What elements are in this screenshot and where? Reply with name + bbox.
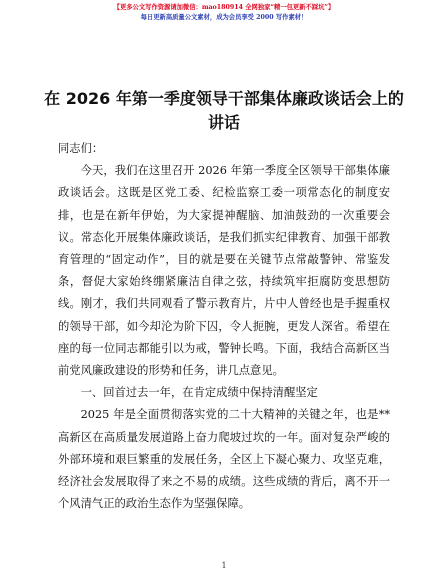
section-heading: 一、回首过去一年，在肯定成绩中保持清醒坚定 — [80, 386, 318, 400]
document-title: 在 2026 年第一季度领导干部集体廉政谈话会上的讲话 — [44, 89, 404, 132]
document-body — [58, 138, 390, 515]
paragraph: 2025 年是全面贯彻落实党的二十大精神的关键之年，也是**高新区在高质量发展道路上奋力爬坡过坎的一年。面对复杂严峻的外部环境和艰巨繁重的发展任务，全区上下凝心聚力、攻坚克难，经济社会发展取得了来之不易的成绩。这些成绩的背后，离不开一个风清气正的政治生态作为坚强保障。 — [58, 408, 390, 511]
header-banner — [0, 3, 448, 23]
page-number: 1 — [221, 561, 227, 570]
paragraph: 今天，我们在这里召开 2026 年第一季度全区领导干部集体廉政谈话会。这既是区党工委、纪检监察工委一项常态化的制度安排，也是在新年伊始，为大家提神醒脑、加油鼓劲的一次重要会议。常态化开展集体廉政谈话，是我们抓实纪律教育、加强干部教育管理的“固定动作”，目的就是要在关键节点常敲警钟、常鉴发条，督促大家始终绷紧廉洁自律之弦，持续筑牢拒腐防变思想防线。刚才，我们共同观看了警示教育片，片中人曾经也是手握重权的领导干部，如今却沦为阶下囚，令人扼腕，更发人深省。希望在座的每一位同志都能引以为戒，警钟长鸣。下面，我结合高新区当前党风廉政建设的形势和任务，讲几点意见。 — [58, 164, 390, 378]
header-subscription-line: 每日更新高质量公文素材，成为会员享受 2000 写作素材！ — [140, 14, 308, 21]
greeting: 同志们： — [58, 142, 104, 155]
header-promo-line: 【更多公文写作资源请加微信：mao180914 全网独家“精一包更新不踩坑”】 — [113, 4, 335, 11]
